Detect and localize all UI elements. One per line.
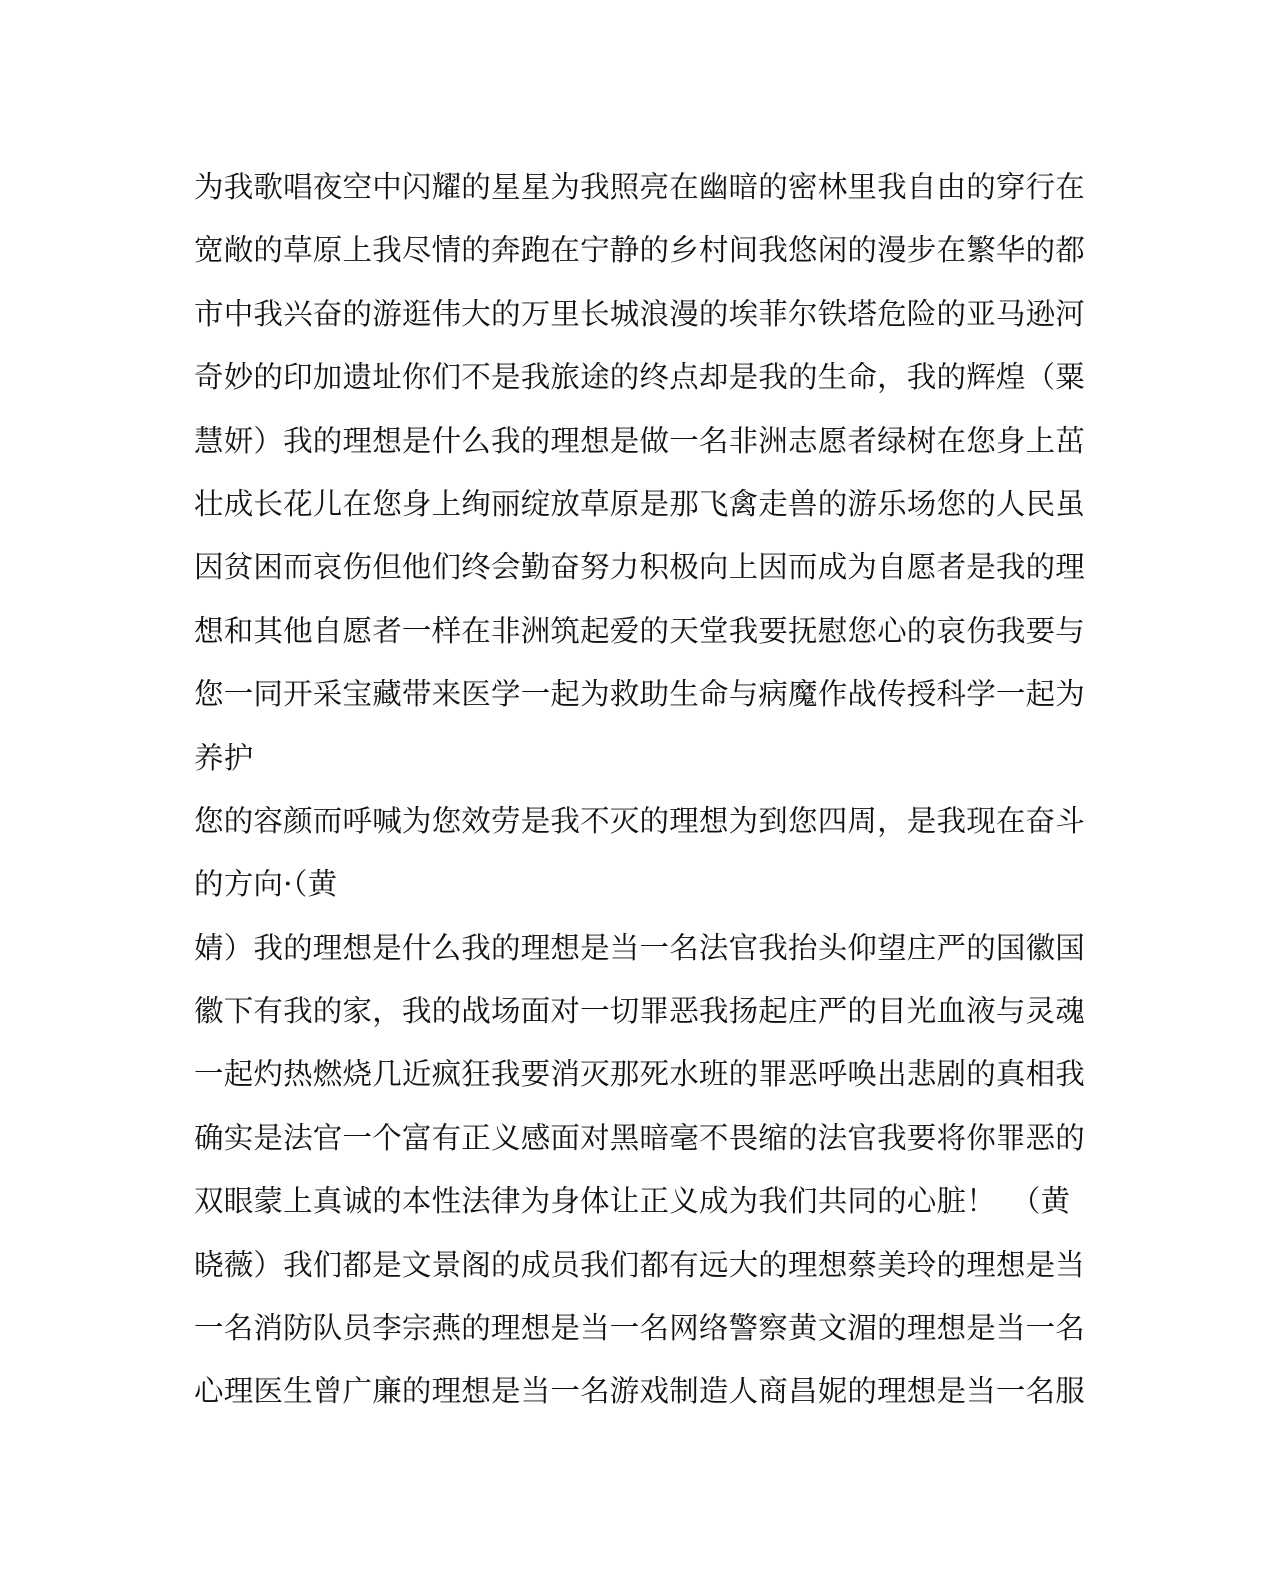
text-line: 壮成长花儿在您身上绚丽绽放草原是那飞禽走兽的游乐场您的人民虽: [194, 486, 1086, 521]
text-line: 市中我兴奋的游逛伟大的万里长城浪漫的埃菲尔铁塔危险的亚马逊河: [194, 296, 1086, 331]
text-line: 双眼蒙上真诚的本性法律为身体让正义成为我们共同的心脏！ （黄: [194, 1184, 1071, 1219]
text-line: 一名消防队员李宗燕的理想是当一名网络警察黄文湄的理想是当一名: [194, 1311, 1086, 1346]
body-text: [194, 156, 1086, 1424]
text-line: 确实是法官一个富有正义感面对黑暗毫不畏缩的法官我要将你罪恶的: [194, 1120, 1086, 1155]
text-line: 的方向·（黄: [194, 867, 338, 902]
text-line: 心理医生曾广廉的理想是当一名游戏制造人商昌妮的理想是当一名服: [194, 1374, 1086, 1409]
text-line: 奇妙的印加遗址你们不是我旅途的终点却是我的生命，我的辉煌（粟: [194, 360, 1086, 395]
text-line: 想和其他自愿者一样在非洲筑起爱的天堂我要抚慰您心的哀伤我要与: [194, 613, 1086, 648]
text-line: 一起灼热燃烧几近疯狂我要消灭那死水班的罪恶呼唤出悲剧的真相我: [194, 1057, 1086, 1092]
text-line: 晓薇）我们都是文景阁的成员我们都有远大的理想蔡美玲的理想是当: [194, 1247, 1086, 1282]
text-line: 您一同开采宝藏带来医学一起为救助生命与病魔作战传授科学一起为: [194, 677, 1086, 712]
text-line: 婧）我的理想是什么我的理想是当一名法官我抬头仰望庄严的国徽国: [194, 930, 1086, 965]
text-line: 为我歌唱夜空中闪耀的星星为我照亮在幽暗的密林里我自由的穿行在: [194, 170, 1086, 204]
text-line: 您的容颜而呼喊为您效劳是我不灭的理想为到您四周，是我现在奋斗: [194, 803, 1086, 838]
text-line: 慧妍）我的理想是什么我的理想是做一名非洲志愿者绿树在您身上茁: [194, 423, 1086, 458]
text-line: 徽下有我的家，我的战场面对一切罪恶我扬起庄严的目光血液与灵魂: [194, 994, 1086, 1029]
text-line: 因贫困而哀伤但他们终会勤奋努力积极向上因而成为自愿者是我的理: [194, 550, 1086, 585]
text-line: 宽敞的草原上我尽情的奔跑在宁静的乡村间我悠闲的漫步在繁华的都: [194, 233, 1086, 268]
text-line: 养护: [194, 740, 254, 775]
